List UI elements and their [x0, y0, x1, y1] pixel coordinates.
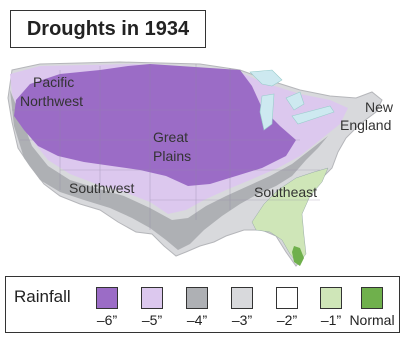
- swatch: [141, 287, 163, 309]
- swatch: [231, 287, 253, 309]
- legend-item-normal: [346, 287, 398, 328]
- legend-item-minus5: [127, 287, 177, 328]
- label-southwest: Southwest: [69, 180, 135, 196]
- swatch-label: Normal: [349, 312, 395, 328]
- swatch-label: –5”: [141, 312, 163, 328]
- swatch-label: –6”: [96, 312, 118, 328]
- swatch-label: –3”: [231, 312, 253, 328]
- swatch-label: –4”: [186, 312, 208, 328]
- label-new-england: New England: [340, 99, 394, 133]
- label-pacific-northwest: Pacific Northwest: [20, 74, 84, 109]
- label-southeast: Southeast: [254, 184, 318, 200]
- map-title: Droughts in 1934: [10, 10, 206, 48]
- swatch: [361, 287, 383, 309]
- swatch: [276, 287, 298, 309]
- legend-item-minus6: [82, 287, 132, 328]
- swatch: [186, 287, 208, 309]
- legend-item-minus3: [217, 287, 267, 328]
- swatch-label: –1”: [320, 312, 342, 328]
- legend-item-minus4: [172, 287, 222, 328]
- label-great-plains: Great Plains: [153, 129, 192, 164]
- legend-title: Rainfall: [14, 287, 71, 306]
- rainfall-legend: [5, 276, 400, 333]
- legend-item-minus2: [262, 287, 312, 328]
- swatch: [96, 287, 118, 309]
- swatch: [320, 287, 342, 309]
- swatch-label: –2”: [276, 312, 298, 328]
